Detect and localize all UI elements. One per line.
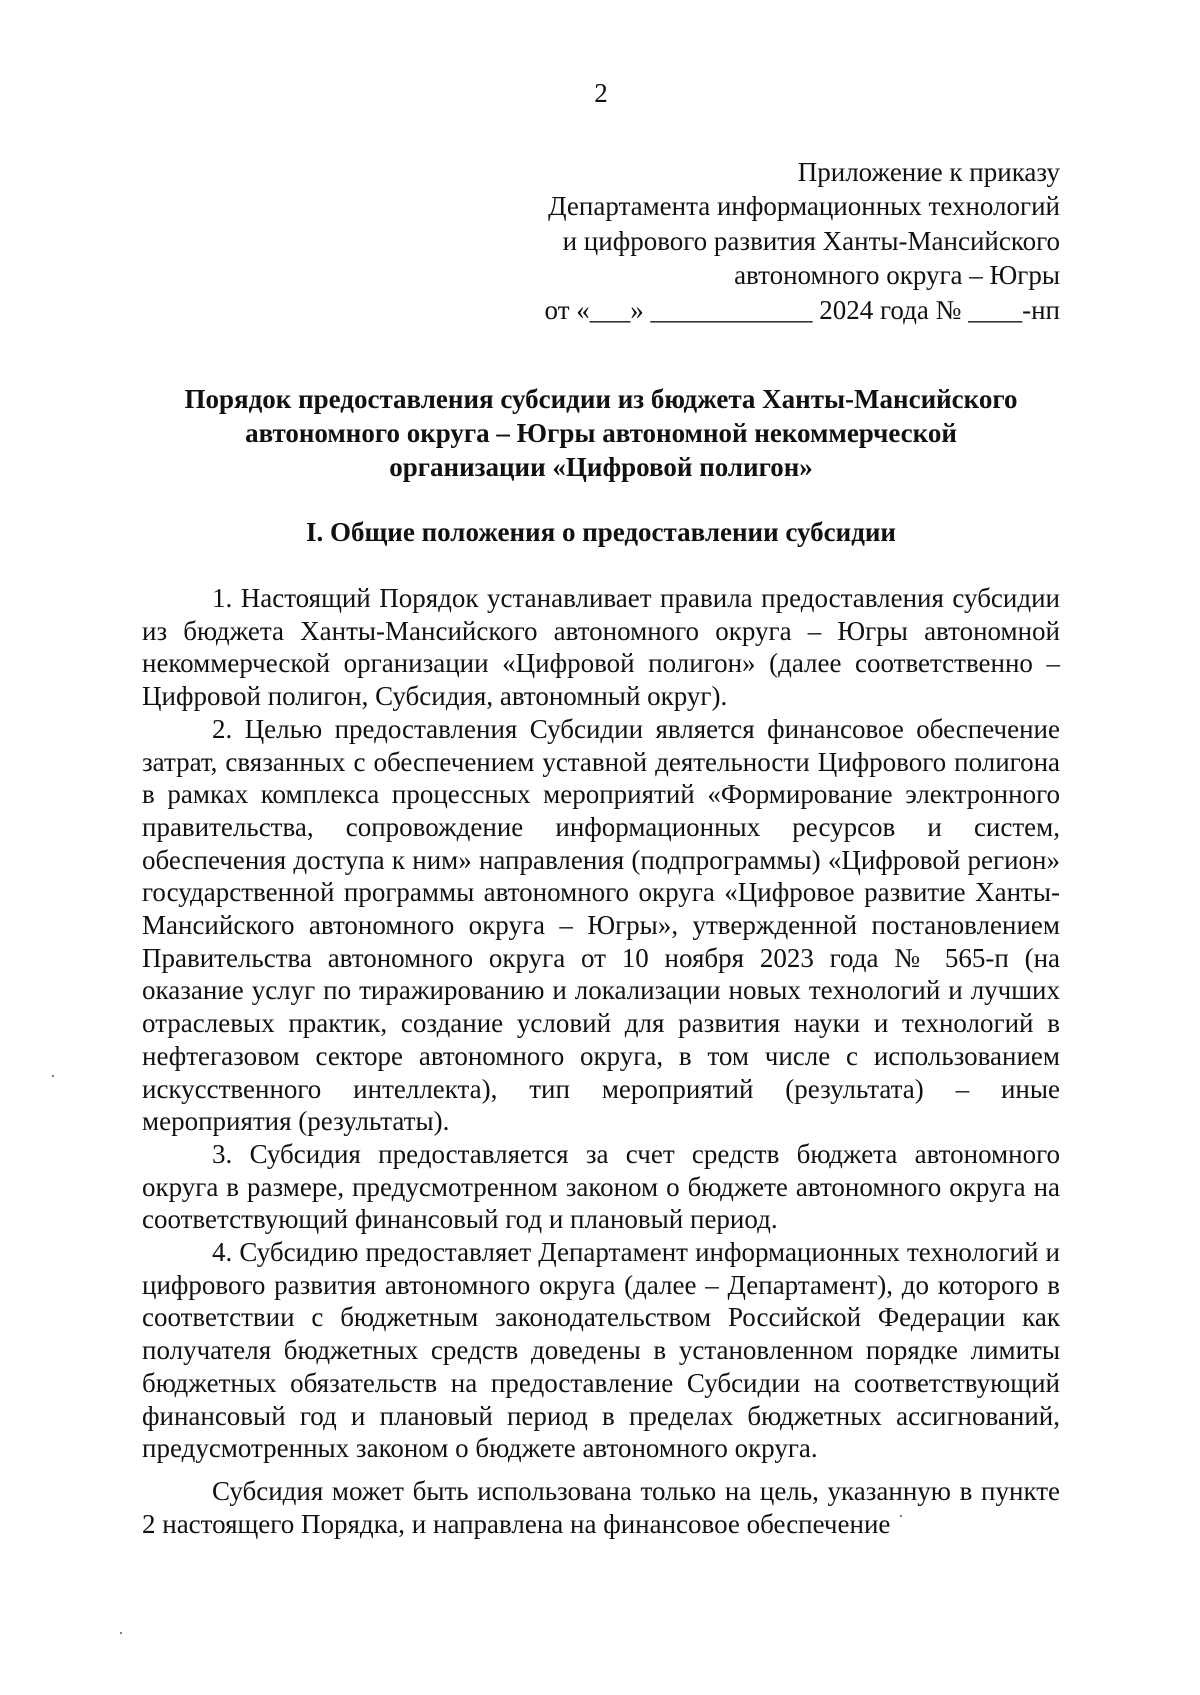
- appendix-block: [500, 155, 1060, 327]
- scan-speck: [120, 1632, 122, 1634]
- page-number: 2: [594, 78, 608, 108]
- paragraph-4: 4. Субсидию предоставляет Департамент информационных технологий и цифрового развития автономного округа (далее – Департамент), до которого в соответствии с бюджетным законодательством Российской Федерации как получателя бюджетных средств доведены в установленном порядке лимиты бюджетных обязательств на предоставление Субсидии на соответствующий финансовый год и плановый период в пределах бюджетных ассигнований, предусмотренных законом о бюджете автономного округа.: [142, 1237, 1060, 1464]
- paragraph-2: 2. Целью предоставления Субсидии является финансовое обеспечение затрат, связанных с обеспечением уставной деятельности Цифрового полигона в рамках комплекса процессных мероприятий «Формирование электронного правительства, сопровождение информационных ресурсов и систем, обеспечения доступа к ним» направления (подпрограммы) «Цифровой регион» государственной программы автономного округа «Цифровое развитие Ханты-Мансийского автономного округа – Югры», утвержденной постановлением Правительства автономного округа от 10 ноября 2023 года № 565-п (на оказание услуг по тиражированию и локализации новых технологий и лучших отраслевых практик, создание условий для развития науки и технологий в нефтегазовом секторе автономного округа, в том числе с использованием искусственного интеллекта), тип мероприятий (результата) – иные мероприятия (результаты).: [142, 713, 1060, 1137]
- document-page: [142, 0, 1060, 1695]
- appendix-order-line: от «___» ____________ 2024 года № ____-нп: [544, 294, 1060, 325]
- appendix-line: автономного округа – Югры: [734, 260, 1060, 291]
- title-line: автономного округа – Югры автономной некоммерческой: [245, 418, 957, 448]
- paragraph-1: 1. Настоящий Порядок устанавливает правила предоставления субсидии из бюджета Ханты-Мансийского автономного округа – Югры автономной некоммерческой организации «Цифровой полигон» (далее соответственно – Цифровой полигон, Субсидия, автономный округ).: [142, 583, 1060, 712]
- document-title: [142, 382, 1060, 484]
- document-body: [142, 582, 1060, 1540]
- title-line: организации «Цифровой полигон»: [389, 452, 813, 482]
- section-heading: I. Общие положения о предоставлении субсидии: [306, 517, 896, 547]
- appendix-line: и цифрового развития Ханты-Мансийского: [562, 225, 1060, 256]
- title-line: Порядок предоставления субсидии из бюджета Ханты-Мансийского: [184, 384, 1018, 414]
- scan-speck: [52, 1075, 54, 1077]
- appendix-line: Приложение к приказу: [797, 157, 1060, 187]
- appendix-line: Департамента информационных технологий: [548, 191, 1060, 222]
- paragraph-3: 3. Субсидия предоставляется за счет средств бюджета автономного округа в размере, предусмотренном законом о бюджете автономного округа на соответствующий финансовый год и плановый период.: [142, 1138, 1060, 1235]
- scan-speck: [900, 1515, 902, 1517]
- paragraph-5: Субсидия может быть использована только на цель, указанную в пункте 2 настоящего Порядка, и направлена на финансовое обеспечение: [142, 1475, 1060, 1539]
